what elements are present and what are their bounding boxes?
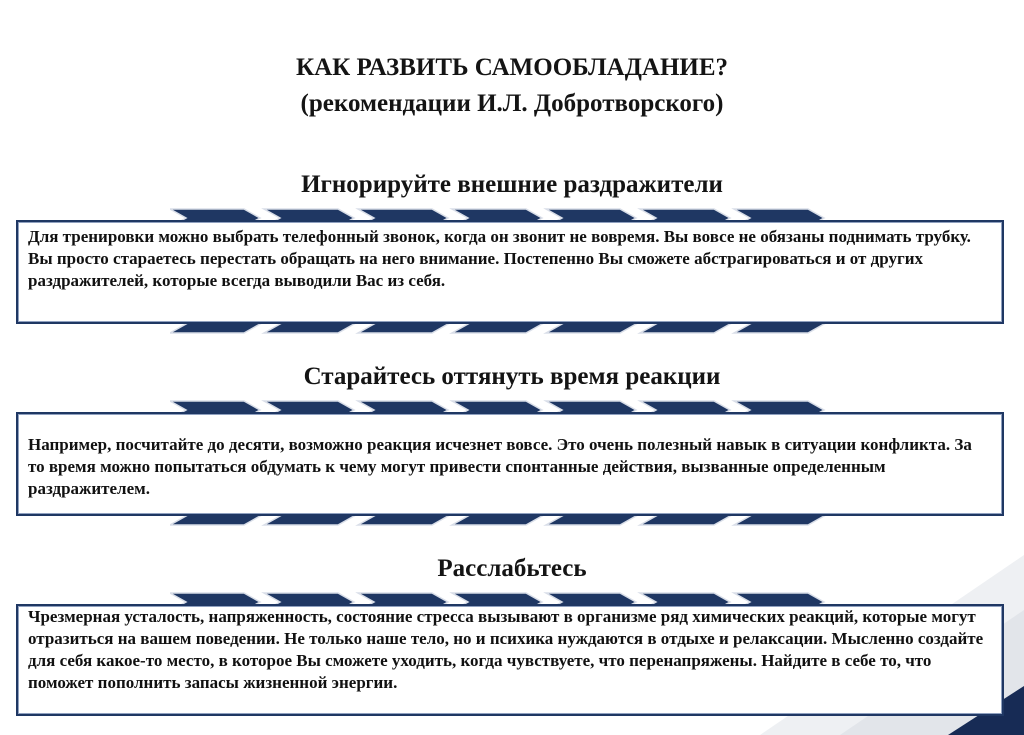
section-3-body: Чрезмерная усталость, напряженность, состояние стресса вызывают в организме ряд химических реакций, которые могут отразиться на вашем поведении. Не только наше тело, но и психика нуждаются в отдыхе и релаксации. Мысленно создайте для себя какое-то место, в которое Вы сможете уходить, когда чувствуете, что перенапряжены. Найдите в себе то, что поможет пополнить запасы жизненной энергии.	[28, 607, 984, 692]
section-2-heading: Старайтесь оттянуть время реакции	[303, 363, 721, 390]
section-3-heading: Расслабьтесь	[437, 555, 587, 582]
slide-title: КАК РАЗВИТЬ САМООБЛАДАНИЕ?	[295, 54, 729, 81]
section-1-text-box	[16, 220, 1004, 324]
section-1-heading: Игнорируйте внешние раздражители	[301, 171, 723, 198]
section-1-body: Для тренировки можно выбрать телефонный звонок, когда он звонит не вовремя. Вы вовсе не обязаны поднимать трубку. Вы просто стараетесь перестать обращать на него внимание. Постепенно Вы сможете абстрагироваться и от других раздражителей, которые всегда выводили Вас из себя.	[28, 227, 971, 290]
section-2-text-box	[16, 412, 1004, 516]
section-2-body: Например, посчитайте до десяти, возможно реакция исчезнет вовсе. Это очень полезный навык в ситуации конфликта. За то время можно попытаться обдумать к чему могут привести спонтанные действия, вызванные определенным раздражителем.	[28, 435, 972, 498]
section-3-text-box	[16, 604, 1004, 716]
slide-subtitle: (рекомендации И.Л. Добротворского)	[300, 90, 724, 117]
